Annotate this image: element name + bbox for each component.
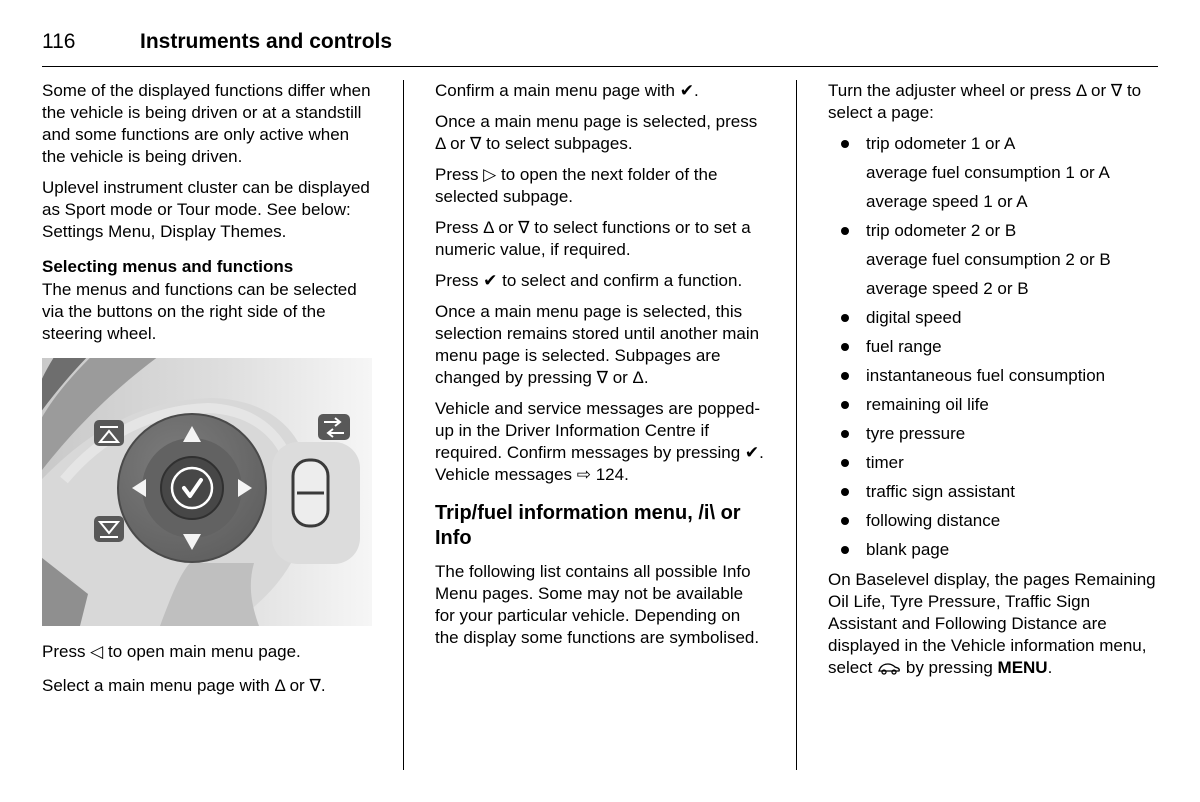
- paragraph: Press ◁ to open main menu page.: [42, 642, 301, 661]
- column-right: [828, 80, 1158, 770]
- list-item: [828, 481, 1158, 503]
- paragraph: Uplevel instrument cluster can be displayed as Sport mode or Tour mode. See below: Settings Menu, Display Themes.: [42, 178, 370, 241]
- page-option: digital speed: [866, 308, 962, 327]
- list-item: [828, 365, 1158, 387]
- note-text: On Baselevel display, the pages Remaining Oil Life, Tyre Pressure, Traffic Sign Assistant and Following Distance are displayed in the Vehicle information menu, select: [828, 570, 1156, 677]
- page-option: tyre pressure: [866, 424, 966, 443]
- list-item: [828, 394, 1158, 416]
- paragraph: Once a main menu page is selected, this selection remains stored until another main menu page is selected. Subpages are changed by pressing ∇ or Δ.: [435, 302, 760, 387]
- column-divider: [403, 80, 404, 770]
- list-item: [828, 336, 1158, 358]
- paragraph: Turn the adjuster wheel or press Δ or ∇ to select a page:: [828, 81, 1142, 122]
- page-number: 116: [42, 30, 76, 53]
- column-divider: [796, 80, 797, 770]
- paragraph: Select a main menu page with Δ or ∇.: [42, 676, 326, 695]
- paragraph: Confirm a main menu page with ✔.: [435, 81, 699, 100]
- list-item: [828, 307, 1158, 329]
- section-heading: Trip/fuel information menu, /i\ or Info: [435, 502, 741, 549]
- steering-wheel-illustration: [42, 358, 372, 626]
- paragraph: Press ▷ to open the next folder of the selected subpage.: [435, 165, 718, 206]
- note-text: by pressing: [901, 658, 998, 677]
- paragraph: Press Δ or ∇ to select functions or to set a numeric value, if required.: [435, 218, 751, 259]
- page-title: Instruments and controls: [140, 30, 393, 53]
- page-option: timer: [866, 453, 904, 472]
- list-item: [828, 133, 1158, 213]
- page-option: blank page: [866, 540, 950, 559]
- page-suboption: average fuel consumption 2 or B: [866, 250, 1111, 269]
- page-down-button-icon: [94, 516, 124, 542]
- page-suboption: average speed 2 or B: [866, 279, 1029, 298]
- list-item: [828, 220, 1158, 300]
- list-item: [828, 452, 1158, 474]
- column-middle: [435, 80, 765, 770]
- vehicle-icon: [877, 658, 901, 677]
- steering-wheel-photo: [42, 358, 372, 626]
- page-option: remaining oil life: [866, 395, 989, 414]
- paragraph: Vehicle and service messages are popped-up in the Driver Information Centre if required. Confirm messages by pressing ✔. Vehicle messages ⇨ 124.: [435, 399, 764, 484]
- paragraph: The menus and functions can be selected via the buttons on the right side of the steering wheel.: [42, 280, 357, 343]
- paragraph: Some of the displayed functions differ when the vehicle is being driven or at a standstill and some functions are only active when the vehicle is being driven.: [42, 81, 371, 166]
- page-option: trip odometer 1 or A: [866, 134, 1016, 153]
- paragraph: Press ✔ to select and confirm a function.: [435, 271, 743, 290]
- page-option: instantaneous fuel consumption: [866, 366, 1106, 385]
- page-option: traffic sign assistant: [866, 482, 1015, 501]
- page-suboption: average speed 1 or A: [866, 192, 1028, 211]
- page-option: fuel range: [866, 337, 942, 356]
- list-item: [828, 539, 1158, 561]
- paragraph: Once a main menu page is selected, press Δ or ∇ to select subpages.: [435, 112, 758, 153]
- source-toggle-icon: [318, 414, 350, 440]
- column-left: [42, 80, 372, 770]
- page-option: trip odometer 2 or B: [866, 221, 1017, 240]
- content-columns: [42, 80, 1158, 770]
- page-suboption: average fuel consumption 1 or A: [866, 163, 1110, 182]
- list-item: [828, 510, 1158, 532]
- list-item: [828, 423, 1158, 445]
- baselevel-note: [828, 569, 1158, 679]
- menu-button-label: MENU: [997, 658, 1048, 677]
- page-option: following distance: [866, 511, 1001, 530]
- page-header: [42, 30, 1158, 67]
- subsection-heading: Selecting menus and functions: [42, 257, 294, 276]
- paragraph: The following list contains all possible Info Menu pages. Some may not be available for your particular vehicle. Depending on the display some functions are symbolised.: [435, 562, 760, 647]
- note-text: .: [1047, 658, 1053, 677]
- info-menu-pages-list: [828, 133, 1158, 561]
